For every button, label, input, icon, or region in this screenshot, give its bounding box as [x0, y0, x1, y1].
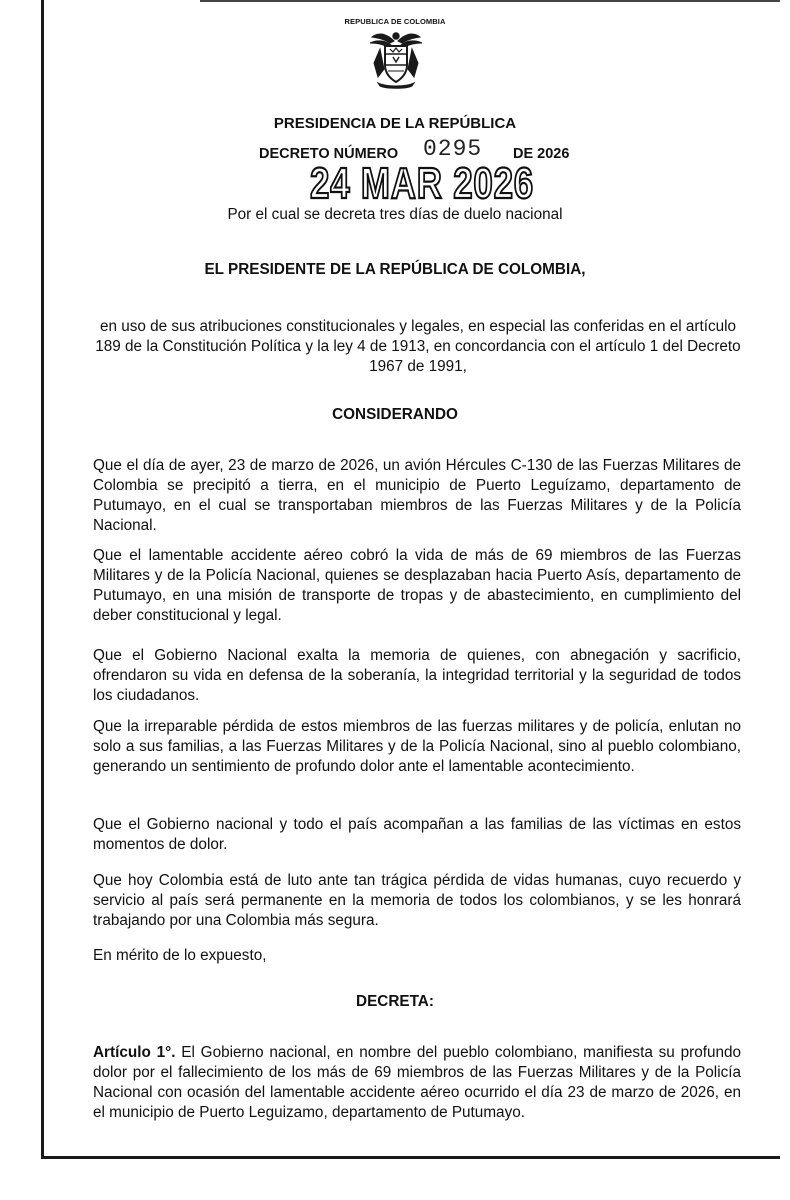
considering-paragraph-6: Que hoy Colombia está de luto ante tan trágica pérdida de vidas humanas, cuyo recuerdo y servicio al país será permanente en la memoria de todos los colombianos, y se les honrará trabajando por una Colombia más segura.	[93, 872, 741, 929]
decree-subject: Por el cual se decreta tres días de duelo nacional	[227, 206, 563, 223]
page-border-bottom	[41, 1156, 780, 1159]
considering-paragraph-2: Que el lamentable accidente aéreo cobró la vida de más de 69 miembros de las Fuerzas Militares y de la Policía Nacional, quienes se desplazaban hacia Puerto Asís, departamento de Putumayo, en una misión de transporte de tropas y de abastecimiento, en cumplimiento del deber constitucional y legal.	[93, 547, 741, 624]
page-border-top	[200, 0, 780, 2]
date-stamp	[307, 159, 537, 208]
powers-paragraph: en uso de sus atribuciones constitucionales y legales, en especial las conferidas en el artículo 189 de la Constitución Política y la ley 4 de 1913, en concordancia con el artículo 1 del Decreto 1967 de 1991,	[95, 318, 741, 375]
considering-paragraph-5: Que el Gobierno nacional y todo el país acompañan a las familias de las víctimas en estos momentos de dolor.	[93, 816, 741, 853]
article-1-text: El Gobierno nacional, en nombre del pueblo colombiano, manifiesta su profundo dolor por el fallecimiento de los más de 69 miembros de las Fuerzas Militares y de la Policía Nacional con ocasión del lamentable accidente aéreo ocurrido el día 23 de marzo de 2026, en el municipio de Puerto Leguizamo, departamento de Putumayo.	[93, 1044, 741, 1121]
decrees-heading: DECRETA:	[356, 993, 434, 1010]
article-1-label: Artículo 1°.	[93, 1044, 176, 1061]
presidency-heading: PRESIDENCIA DE LA REPÚBLICA	[273, 115, 517, 132]
considering-paragraph-4: Que la irreparable pérdida de estos miembros de las fuerzas militares y de policía, enlutan no solo a sus familias, a las Fuerzas Militares y de la Policía Nacional, sino al pueblo colombiano, generando un sentimiento de profundo dolor ante el lamentable acontecimiento.	[93, 718, 741, 775]
decree-number-stamp: 0295	[423, 136, 483, 162]
closing-phrase: En mérito de lo expuesto,	[93, 947, 267, 964]
considering-heading: CONSIDERANDO	[332, 406, 458, 423]
republic-small-heading: REPUBLICA DE COLOMBIA	[344, 17, 446, 26]
considering-paragraph-1: Que el día de ayer, 23 de marzo de 2026, un avión Hércules C-130 de las Fuerzas Militares de Colombia se precipitó a tierra, en el municipio de Puerto Leguízamo, departamento de Putumayo, en el cual se transportaban miembros de las Fuerzas Militares y de la Policía Nacional.	[93, 457, 741, 534]
president-title: EL PRESIDENTE DE LA REPÚBLICA DE COLOMBIA,	[204, 261, 586, 278]
page-border-left	[41, 0, 44, 1158]
date-stamp-text: 24 MAR 2026	[310, 159, 534, 208]
considering-paragraph-3: Que el Gobierno Nacional exalta la memoria de quienes, con abnegación y sacrificio, ofrendaron su vida en defensa de la soberanía, la integridad territorial y la seguridad de todos los ciudadanos.	[93, 647, 741, 704]
coat-of-arms-icon	[366, 27, 426, 89]
decree-year-label: DE 2026	[513, 146, 570, 162]
decree-number-label: DECRETO NÚMERO	[259, 146, 399, 162]
article-1	[93, 1043, 741, 1123]
